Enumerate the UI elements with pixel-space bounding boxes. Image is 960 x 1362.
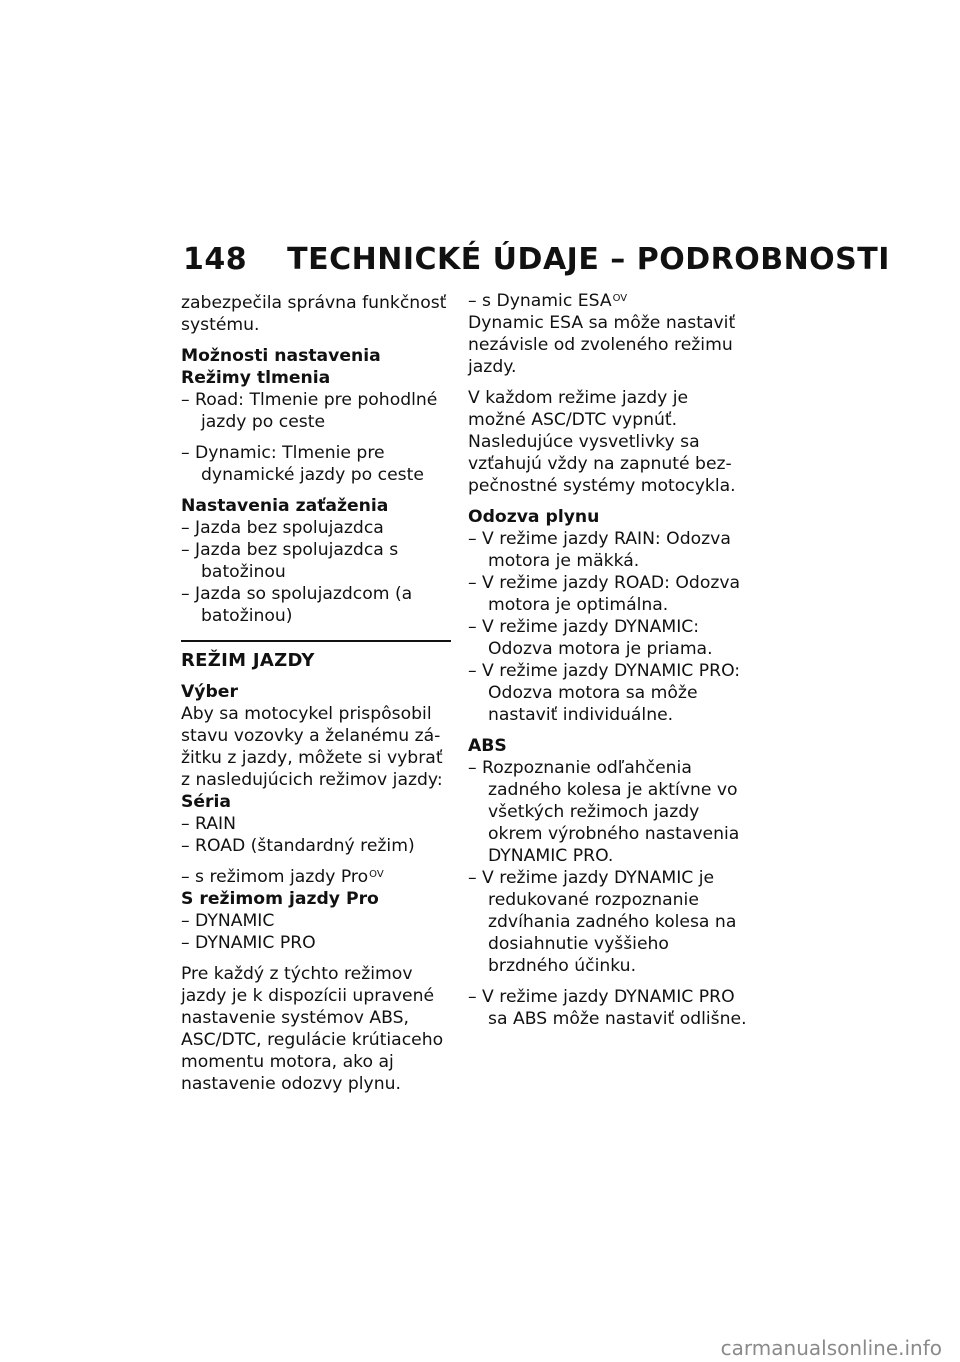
paragraph-line: pečnostné systémy motocykla. bbox=[468, 476, 736, 496]
list-item: – V režime jazdy DYNAMIC: Odozva motora je priama. bbox=[468, 617, 713, 659]
section-divider bbox=[181, 640, 451, 642]
paragraph-line: Nasledujúce vysvetlivky sa bbox=[468, 432, 700, 452]
list-item: – RAIN bbox=[181, 814, 236, 834]
ov-marker: OV bbox=[612, 293, 628, 304]
list-item: – Jazda so spolujazdcom (a batožinou) bbox=[181, 584, 413, 626]
paragraph-line: nastavenie systémov ABS, bbox=[181, 1008, 410, 1028]
section-title: REŽIM JAZDY bbox=[181, 650, 315, 671]
paragraph-line: momentu motora, ako aj bbox=[181, 1052, 394, 1072]
damping-heading: Režimy tlmenia bbox=[181, 368, 331, 388]
watermark: carmanualsonline.info bbox=[720, 1336, 942, 1360]
intro-line: systému. bbox=[181, 315, 260, 335]
list-item bbox=[468, 290, 748, 312]
paragraph-line: Pre každý z týchto režimov bbox=[181, 964, 413, 984]
ov-marker: OV bbox=[369, 869, 384, 880]
list-item: – V režime jazdy RAIN: Odozva motora je mäkká. bbox=[468, 529, 731, 571]
abs-heading: ABS bbox=[468, 736, 507, 756]
list-item: – Road: Tlmenie pre pohodlné jazdy po ceste bbox=[181, 390, 438, 432]
paragraph-line: jazdy je k dispozícii upravené bbox=[181, 986, 435, 1006]
list-item: – ROAD (štandardný režim) bbox=[181, 836, 415, 856]
list-item: – DYNAMIC PRO bbox=[181, 933, 316, 953]
list-item: – Rozpoznanie odľahčenia zadného kolesa je aktívne vo všetkých režimoch jazdy okrem výrobného nastavenia DYNAMIC PRO. bbox=[468, 758, 740, 866]
selection-heading: Výber bbox=[181, 682, 238, 702]
paragraph-line: nezávisle od zvoleného režimu bbox=[468, 335, 733, 355]
list-item: – Dynamic: Tlmenie pre dynamické jazdy po ceste bbox=[181, 443, 424, 485]
page-header bbox=[183, 242, 890, 277]
options-heading: Možnosti nastavenia bbox=[181, 346, 381, 366]
paragraph-line: nastavenie odozvy plynu. bbox=[181, 1074, 401, 1094]
list-item: – Jazda bez spolujazdca bbox=[181, 518, 384, 538]
paragraph-line: jazdy. bbox=[468, 357, 517, 377]
esa-item-text: – s Dynamic ESA bbox=[468, 291, 612, 311]
paragraph-line: možné ASC/DTC vypnúť. bbox=[468, 410, 678, 430]
list-item: – V režime jazdy DYNAMIC je redukované rozpoznanie zdvíhania zadného kolesa na dosiahnutie vyššieho brzdného účinku. bbox=[468, 868, 737, 976]
page-number: 148 bbox=[183, 242, 248, 277]
throttle-heading: Odozva plynu bbox=[468, 507, 600, 527]
list-item: – DYNAMIC bbox=[181, 911, 275, 931]
list-item: – V režime jazdy ROAD: Odozva motora je optimálna. bbox=[468, 573, 741, 615]
load-heading: Nastavenia zaťaženia bbox=[181, 496, 389, 516]
paragraph-line: V každom režime jazdy je bbox=[468, 388, 689, 408]
left-column bbox=[181, 292, 451, 1095]
pro-heading: S režimom jazdy Pro bbox=[181, 889, 379, 909]
paragraph-line: ASC/DTC, regulácie krútiaceho bbox=[181, 1030, 444, 1050]
paragraph-line: vzťahujú vždy na zapnuté bez- bbox=[468, 454, 732, 474]
list-item: – V režime jazdy DYNAMIC PRO: Odozva motora sa môže nastaviť individuálne. bbox=[468, 661, 741, 725]
paragraph-line: stavu vozovky a želanému zá- bbox=[181, 726, 441, 746]
list-item: – V režime jazdy DYNAMIC PRO sa ABS môže nastaviť odlišne. bbox=[468, 987, 747, 1029]
right-column bbox=[468, 290, 748, 1030]
list-item: – Jazda bez spolujazdca s batožinou bbox=[181, 540, 399, 582]
pro-item-text: – s režimom jazdy Pro bbox=[181, 867, 369, 887]
paragraph-line: z nasledujúcich režimov jazdy: bbox=[181, 770, 443, 790]
paragraph-line: Aby sa motocykel prispôsobil bbox=[181, 704, 432, 724]
paragraph-line: Dynamic ESA sa môže nastaviť bbox=[468, 313, 736, 333]
page-title: TECHNICKÉ ÚDAJE – PODROBNOSTI bbox=[287, 242, 890, 277]
series-heading: Séria bbox=[181, 792, 232, 812]
intro-line: zabezpečila správna funkčnosť bbox=[181, 293, 447, 313]
paragraph-line: žitku z jazdy, môžete si vybrať bbox=[181, 748, 443, 768]
list-item bbox=[181, 866, 451, 888]
